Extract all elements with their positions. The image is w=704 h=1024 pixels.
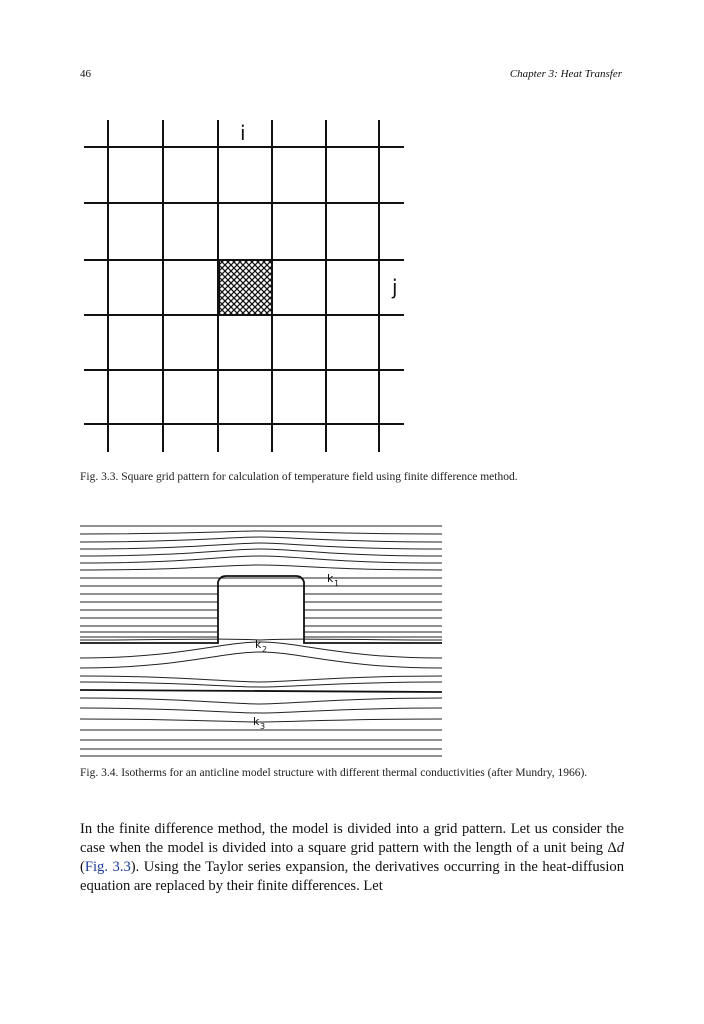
figure-3-4-caption: Fig. 3.4. Isotherms for an anticline model structure with different thermal conductivities (after Mundry, 1966).	[80, 767, 588, 779]
label-k2-subscript: 2	[262, 645, 268, 654]
running-header-chapter-title: Chapter 3: Heat Transfer	[509, 68, 622, 80]
figure-3-3-caption: Fig. 3.3. Square grid pattern for calculation of temperature field using finite difference method.	[80, 471, 518, 483]
body-text-part3: ). Using the Taylor series expansion, the derivatives occurring in the heat-diffusion equation are replaced by their finite differences. Let	[80, 859, 624, 894]
label-k3: k	[253, 715, 260, 728]
body-text-part2: (	[80, 859, 85, 875]
grid-label-j: j	[392, 275, 398, 299]
label-k1-subscript: 1	[334, 579, 340, 588]
label-k2: k	[255, 638, 262, 651]
figure-3-3-reference-link[interactable]: Fig. 3.3	[84, 859, 131, 875]
label-k1: k	[327, 572, 334, 585]
figure-3-4-isotherms	[80, 522, 444, 762]
math-variable-d: d	[616, 840, 624, 856]
body-paragraph	[80, 820, 624, 896]
page-number: 46	[80, 68, 91, 80]
figure-3-3-grid	[84, 118, 406, 454]
math-delta-symbol: Δ	[607, 840, 617, 856]
grid-label-i: i	[240, 121, 246, 145]
layer-boundary-k2-k3	[80, 690, 442, 692]
highlighted-grid-cell	[219, 260, 272, 315]
body-text-part1: In the finite difference method, the model is divided into a grid pattern. Let us consider the case when the model is divided into a square grid pattern with the length of a unit being	[80, 821, 624, 856]
label-k3-subscript: 3	[260, 722, 266, 731]
